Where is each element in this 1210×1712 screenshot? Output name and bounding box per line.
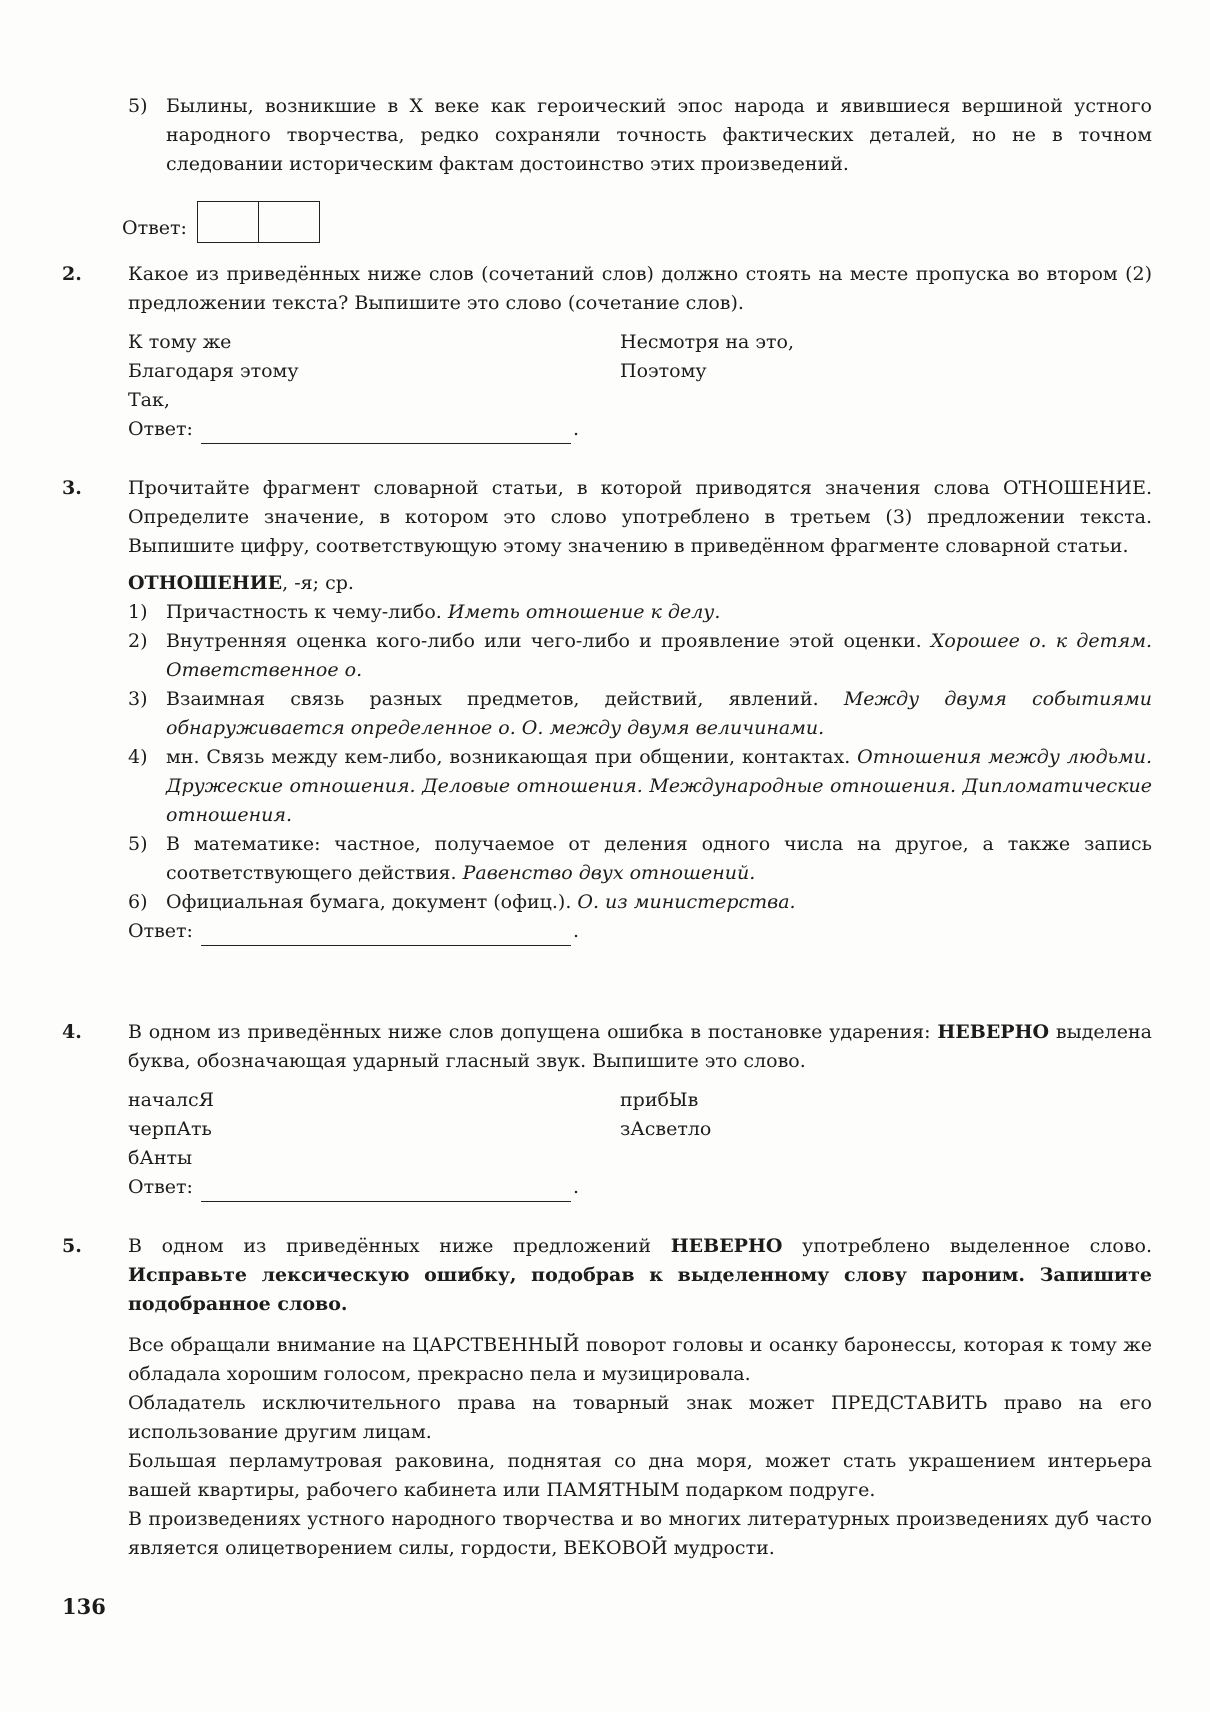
option: прибЫв [620,1089,699,1111]
meaning-number: 3) [128,688,148,710]
task-question: Какое из приведённых ниже слов (сочетаний слов) должно стоять на месте пропуска во втором (2) предложении текста? Выпишите это слово (сочетание слов). [128,263,1152,314]
meaning-number: 5) [128,833,148,855]
sentence: Все обращали внимание на ЦАРСТВЕННЫЙ поворот головы и осанку баронессы, которая к тому же обладала хорошим голосом, прекрасно пела и музицировала. [128,1334,1152,1385]
answer-label: Ответ: [128,418,193,440]
meanings-list [128,598,1152,917]
option-number: 5) [128,95,148,117]
dictionary-entry-head [128,569,1152,598]
options-right [620,328,1152,415]
meaning-number: 2) [128,630,148,652]
meaning-example: О. из министерства. [577,891,796,913]
meaning [128,627,1152,685]
option-5 [128,92,1152,179]
question-text: выделена буква, обозначающая ударный гласный звук. Выпишите это слово. [128,1021,1152,1072]
page-number: 136 [62,1594,106,1619]
meaning-example: Хорошее о. к детям. Ответственное о. [166,630,1152,681]
meaning-example: Между двумя событиями обнаруживается определенное о. О. между двумя величинами. [166,688,1152,739]
option: Благодаря этому [128,360,299,382]
task-question [128,1232,1152,1319]
headword: ОТНОШЕНИЕ [128,572,283,594]
task-instruction: Исправьте лексическую ошибку, подобрав к выделенному слову пароним. Запишите подобранное слово. [128,1264,1152,1315]
meaning-text: Внутренняя оценка кого-либо или чего-либо и проявление этой оценки. [166,630,931,652]
option: бАнты [128,1147,193,1169]
option: К тому же [128,331,232,353]
option: Поэтому [620,360,707,382]
answer-line[interactable] [201,421,571,444]
answer-box[interactable] [197,201,320,243]
question-text: употреблено выделенное слово. [782,1235,1152,1257]
task-question [128,1018,1152,1076]
answer-line[interactable] [201,923,571,946]
answer-cell-2[interactable] [258,202,319,242]
meaning [128,888,1152,917]
meaning [128,685,1152,743]
meaning-number: 4) [128,746,148,768]
option: зАсветло [620,1118,712,1140]
meaning-example: Иметь отношение к делу. [447,601,721,623]
task-5 [62,1232,1152,1563]
task-number: 4. [62,1021,82,1043]
meaning-text: В математике: частное, получаемое от деления одного числа на другое, а также запись соответствующего действия. [166,833,1152,884]
sentence: Большая перламутровая раковина, поднятая со дна моря, может стать украшением интерьера вашей квартиры, рабочего кабинета или ПАМЯТНЫМ подарком подруге. [128,1450,1152,1501]
task-3 [62,474,1152,946]
meaning [128,743,1152,830]
option-text: Былины, возникшие в X веке как героический эпос народа и явившиеся вершиной устного народного творчества, редко сохраняли точность фактических деталей, но не в точном следовании историческим фактам достоинство этих произведений. [166,95,1152,175]
task-number: 3. [62,477,82,499]
meaning-text: Взаимная связь разных предметов, действий, явлений. [166,688,844,710]
task-number: 5. [62,1235,82,1257]
meaning-number: 1) [128,601,148,623]
sentence: В произведениях устного народного творчества и во многих литературных произведениях дуб часто является олицетворением силы, гордости, ВЕКОВОЙ мудрости. [128,1508,1152,1559]
meaning-example: Отношения между людьми. Дружеские отношения. Деловые отношения. Международные отношения. Дипломатические отношения. [166,746,1152,826]
headword-grammar: , -я; ср. [282,572,354,594]
meaning-text: Официальная бумага, документ (офиц.). [166,891,578,913]
options [128,328,1152,415]
meaning-text: мн. Связь между кем-либо, возникающая при общении, контактах. [166,746,858,768]
option: Так, [128,389,170,411]
answer-row: Ответ: . [128,415,1152,444]
task-question: Прочитайте фрагмент словарной статьи, в которой приводятся значения слова ОТНОШЕНИЕ. Определите значение, в котором это слово употреблено в третьем (3) предложении текста. Выпишите цифру, соответствующую этому значению в приведённом фрагменте словарной статьи. [128,477,1152,557]
sentence: Обладатель исключительного права на товарный знак может ПРЕДСТАВИТЬ право на его использование другим лицам. [128,1392,1152,1443]
task-2 [62,260,1152,444]
sentences [128,1331,1152,1563]
answer-label: Ответ: [128,1176,193,1198]
option: черпАть [128,1118,212,1140]
option: началсЯ [128,1089,214,1111]
meaning-example: Равенство двух отношений. [462,862,756,884]
options-left [128,328,620,415]
answer-cell-1[interactable] [198,202,258,242]
meaning-number: 6) [128,891,148,913]
answer-label: Ответ: [122,217,187,239]
question-emphasis: НЕВЕРНО [670,1235,783,1257]
option: Несмотря на это, [620,331,795,353]
options-right [620,1086,1152,1173]
answer-row [122,201,1152,243]
question-text: В одном из приведённых ниже слов допущена ошибка в постановке ударения: [128,1021,938,1043]
meaning [128,598,1152,627]
prev-task-continuation [62,92,1152,243]
question-emphasis: НЕВЕРНО [937,1021,1050,1043]
answer-row: Ответ: . [128,1173,1152,1202]
answer-row: Ответ: . [128,917,1152,946]
options [128,1086,1152,1173]
task-number: 2. [62,263,82,285]
question-text: В одном из приведённых ниже предложений [128,1235,671,1257]
answer-line[interactable] [201,1179,571,1202]
meaning-text: Причастность к чему-либо. [166,601,448,623]
task-4 [62,1018,1152,1202]
answer-label: Ответ: [128,920,193,942]
options-left [128,1086,620,1173]
meaning [128,830,1152,888]
